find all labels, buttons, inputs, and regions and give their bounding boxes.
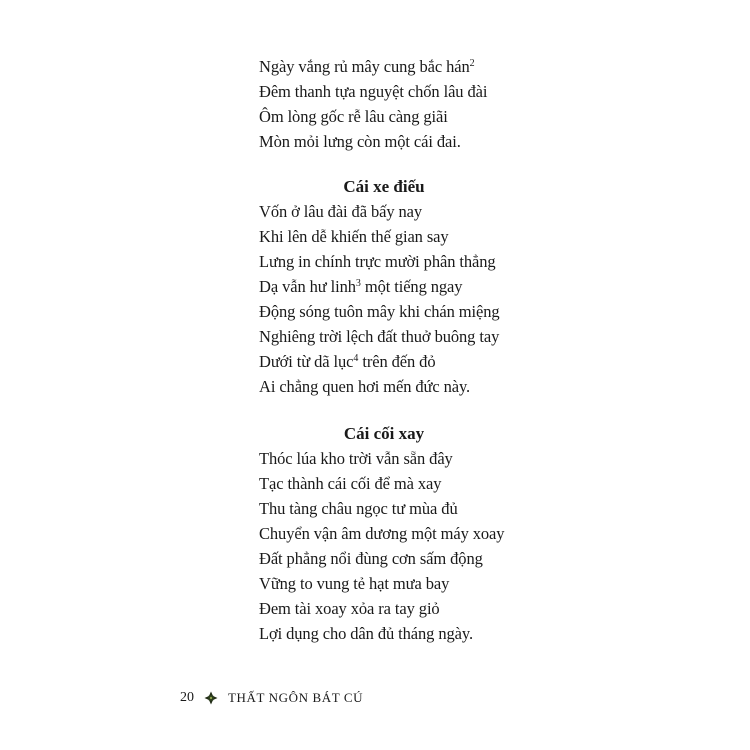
verse-line: Tạc thành cái cối để mà xay: [259, 474, 442, 493]
verse-line: Chuyển vận âm dương một máy xoay: [259, 524, 505, 543]
verse-line: Ôm lòng gốc rễ lâu càng giãi: [259, 107, 448, 126]
verse-line: Đất phẳng nổi đùng cơn sấm động: [259, 549, 483, 568]
footnote-marker[interactable]: 3: [355, 278, 361, 289]
verse-line: Dưới từ dã lục$^4$ trên đến đỏ: [259, 352, 436, 371]
verse-line: Khi lên dễ khiến thế gian say: [259, 227, 449, 246]
footnote-marker[interactable]: 2: [469, 58, 475, 69]
running-head: THẤT NGÔN BÁT CÚ: [228, 690, 364, 705]
verse-line: Mòn mỏi lưng còn một cái đai.: [259, 132, 461, 151]
page-footer: [180, 688, 363, 708]
poem-title: Cái xe điếu: [343, 177, 425, 196]
verse-line: Dạ vẫn hư linh$^3$ một tiếng ngay: [259, 277, 463, 296]
verse-line: Vốn ở lâu đài đã bấy nay: [259, 202, 423, 221]
ornament-diamond-icon: [204, 691, 218, 705]
footnote-marker[interactable]: 4: [353, 353, 359, 364]
verse-line: Thu tàng châu ngọc tư mùa đủ: [259, 499, 458, 518]
poem-fragment: [259, 54, 559, 154]
verse-line: Đêm thanh tựa nguyệt chốn lâu đài: [259, 82, 488, 101]
poem-cai-coi-xay: [259, 421, 559, 646]
verse-line: Đem tài xoay xỏa ra tay giỏ: [259, 599, 440, 618]
verse-line: Nghiêng trời lệch đất thuở buông tay: [259, 327, 500, 346]
verse-line: Ngày vắng rủ mây cung bắc hán$^2$: [259, 57, 475, 76]
verse-line: Vững to vung tẻ hạt mưa bay: [259, 574, 450, 593]
page-number: 20: [180, 690, 194, 705]
verse-line: Động sóng tuôn mây khi chán miệng: [259, 302, 500, 321]
verse-line: Thóc lúa kho trời vẫn sẵn đây: [259, 449, 453, 468]
poem-cai-xe-dieu: [259, 174, 559, 399]
verse-line: Ai chẳng quen hơi mến đức này.: [259, 377, 471, 396]
verse-line: Lưng in chính trực mười phân thẳng: [259, 252, 496, 271]
verse-line: Lợi dụng cho dân đủ tháng ngày.: [259, 624, 473, 643]
poem-title: Cái cối xay: [343, 424, 425, 443]
